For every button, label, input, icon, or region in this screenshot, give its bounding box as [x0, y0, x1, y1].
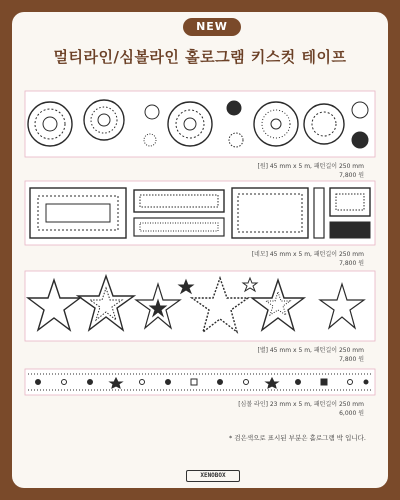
product-caption-star	[257, 346, 364, 364]
product-price: 7,800 원	[339, 172, 364, 179]
symbol-line-strip	[24, 368, 376, 396]
brand-logo: XENOBOX	[186, 470, 240, 482]
new-badge: NEW	[183, 18, 241, 36]
page-title: 멀티라인/심볼라인 홀로그램 키스컷 테이프	[53, 48, 347, 66]
circle-pattern-strip	[24, 90, 376, 158]
product-price: 7,800 원	[339, 356, 364, 363]
product-caption-square	[252, 250, 364, 268]
strip-outline	[25, 271, 375, 341]
rectangle-pattern-strip	[24, 180, 376, 246]
star-pattern-strip	[24, 270, 376, 342]
strip-outline	[25, 91, 375, 157]
product-spec: [네모] 45 mm x 5 m, 패턴길이 250 mm	[251, 251, 364, 258]
product-spec: [별] 45 mm x 5 m, 패턴길이 250 mm	[257, 347, 364, 354]
product-card	[12, 12, 388, 488]
product-price: 7,800 원	[339, 260, 364, 267]
product-caption-symbol	[238, 400, 364, 418]
product-spec: [원] 45 mm x 5 m, 패턴길이 250 mm	[257, 163, 364, 170]
product-spec: [심볼 라인] 23 mm x 5 m, 패턴길이 250 mm	[238, 401, 364, 408]
footnote: * 검은색으로 표시된 부분은 홀로그램 박 입니다.	[228, 434, 366, 442]
product-caption-circle	[257, 162, 364, 180]
product-price: 6,000 원	[339, 410, 364, 417]
